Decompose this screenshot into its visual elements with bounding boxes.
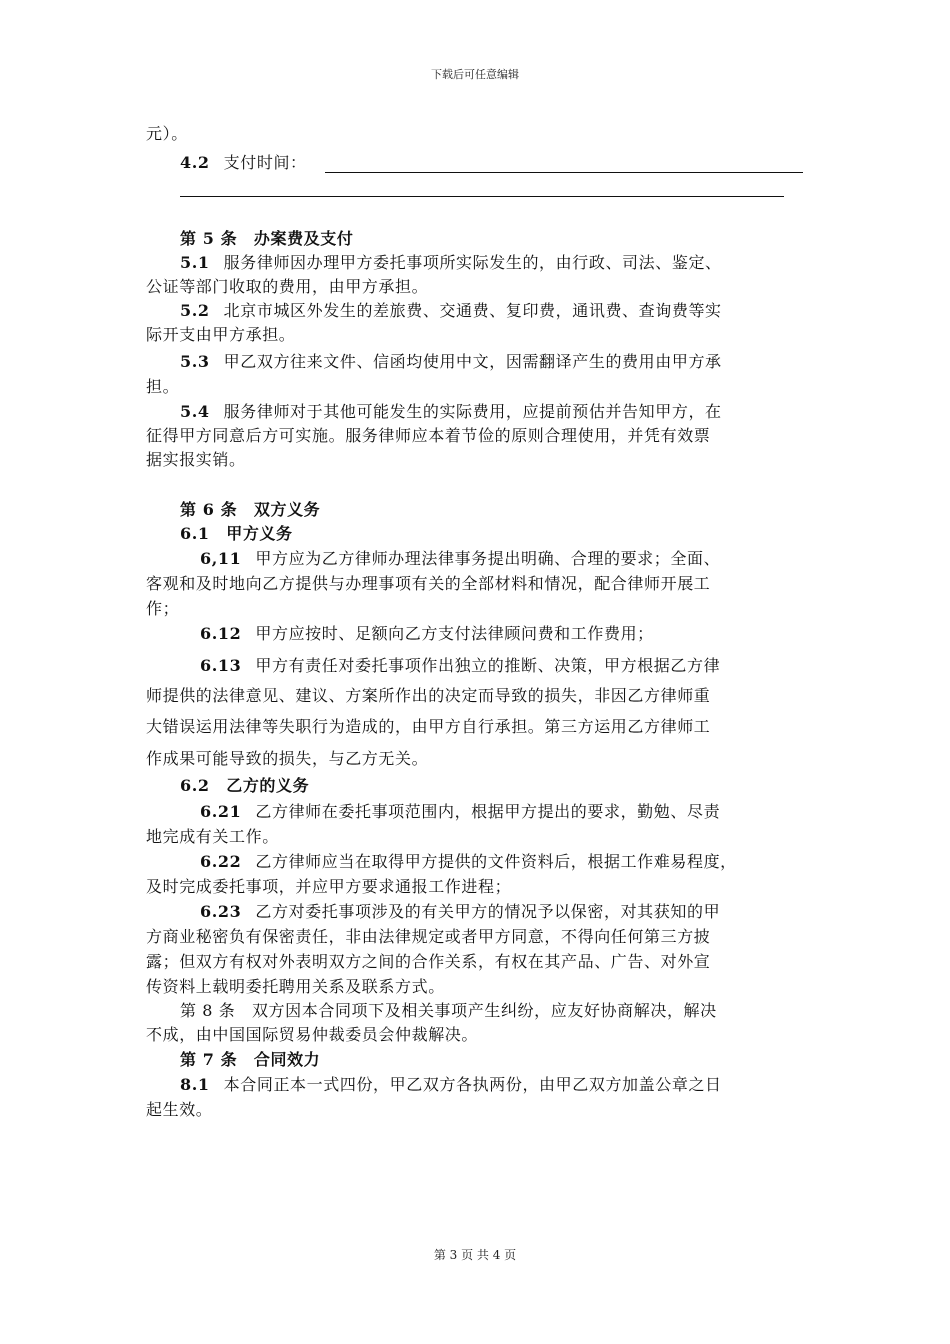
text-line: 作； [146,599,180,618]
text-line: 作成果可能导致的损失，与乙方无关。 [146,749,429,768]
text-line-numbered: 5.3 甲乙双方往来文件、信函均使用中文，因需翻译产生的费用由甲方承 [180,352,722,371]
text-line: 第 8 条 双方因本合同项下及相关事项产生纠纷，应友好协商解决，解决 [180,1001,717,1020]
text-line: 据实报实销。 [146,450,246,469]
section-heading: 第 7 条 合同效力 [180,1050,321,1069]
text-line: 大错误运用法律等失职行为造成的，由甲方自行承担。第三方运用乙方律师工 [146,717,711,736]
section-heading: 第 5 条 办案费及支付 [180,229,354,248]
text-line: 际开支由甲方承担。 [146,325,296,344]
page-header: 下载后可任意编辑 [431,68,519,81]
text-line-numbered: 6.13 甲方有责任对委托事项作出独立的推断、决策，甲方根据乙方律 [200,656,721,675]
text-line: 元）。 [146,124,188,143]
page-footer: 第 3 页 共 4 页 [433,1248,517,1262]
text-line-numbered: 6.22 乙方律师应当在取得甲方提供的文件资料后，根据工作难易程度， [200,852,737,871]
text-line: 征得甲方同意后方可实施。服务律师应本着节俭的原则合理使用，并凭有效票 [146,426,711,445]
text-line-numbered: 5.1 服务律师因办理甲方委托事项所实际发生的，由行政、司法、鉴定、 [180,253,722,272]
subsection-heading: 6.2 乙方的义务 [180,776,310,795]
text-line: 方商业秘密负有保密责任，非由法律规定或者甲方同意，不得向任何第三方披 [146,927,711,946]
text-line: 露；但双方有权对外表明双方之间的合作关系，有权在其产品、广告、对外宣 [146,952,711,971]
text-line: 不成，由中国国际贸易仲裁委员会仲裁解决。 [146,1025,479,1044]
text-line: 地完成有关工作。 [146,827,279,846]
text-line-numbered: 5.2 北京市城区外发生的差旅费、交通费、复印费，通讯费、查询费等实 [180,301,722,320]
subsection-heading: 6.1 甲方义务 [180,524,293,543]
text-line-numbered: 4.2 支付时间： [180,153,307,172]
text-line: 传资料上载明委托聘用关系及联系方式。 [146,977,445,996]
fill-in-underline [325,172,803,173]
text-line-numbered: 5.4 服务律师对于其他可能发生的实际费用，应提前预估并告知甲方，在 [180,402,722,421]
text-line: 客观和及时地向乙方提供与办理事项有关的全部材料和情况，配合律师开展工 [146,574,711,593]
text-line-numbered: 6,11 甲方应为乙方律师办理法律事务提出明确、合理的要求；全面、 [200,549,721,568]
text-line: 起生效。 [146,1100,213,1119]
text-line-numbered: 8.1 本合同正本一式四份，甲乙双方各执两份，由甲乙双方加盖公章之日 [180,1075,722,1094]
section-heading: 第 6 条 双方义务 [180,500,321,519]
text-line: 公证等部门收取的费用，由甲方承担。 [146,277,429,296]
text-line: 担。 [146,377,180,396]
text-line-numbered: 6.12 甲方应按时、足额向乙方支付法律顾问费和工作费用； [200,624,654,643]
text-line: 师提供的法律意见、建议、方案所作出的决定而导致的损失，非因乙方律师重 [146,686,711,705]
fill-in-underline [180,196,784,197]
text-line-numbered: 6.23 乙方对委托事项涉及的有关甲方的情况予以保密，对其获知的甲 [200,902,721,921]
text-line-numbered: 6.21 乙方律师在委托事项范围内，根据甲方提出的要求，勤勉、尽责 [200,802,721,821]
text-line: 及时完成委托事项，并应甲方要求通报工作进程； [146,877,512,896]
